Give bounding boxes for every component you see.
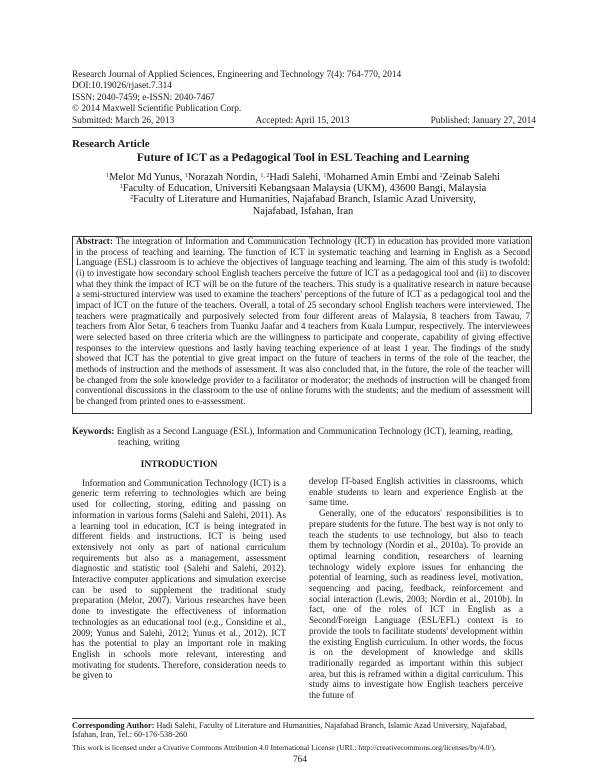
- author-block: [72, 172, 534, 217]
- corresponding-label: Corresponding Author:: [72, 721, 155, 730]
- footer-divider: [72, 718, 534, 719]
- section-heading-introduction: INTRODUCTION: [140, 459, 218, 470]
- license-notice: This work is licensed under a Creative Commons Attribution 4.0 International License (URL: http://creativecommons.org/licenses/by/4.0/).: [72, 743, 496, 752]
- header-divider: [72, 127, 534, 128]
- affiliation-1: $^1$Faculty of Education, Universiti Kebangsaan Malaysia (UKM), 43600 Bangi, Malaysia: [119, 183, 487, 195]
- author-name: Melor Md Yunus: [109, 172, 180, 183]
- affiliation-2-location: Najafabad, Isfahan, Iran: [252, 205, 354, 217]
- accepted-date: Accepted: April 15, 2013: [255, 116, 350, 126]
- abstract-text: The integration of Information and Communication Technology (ICT) in education has provided more variation in the process of teaching and learning. The function of ICT in systematic teaching and learning in English as a Second Language (ESL) classroom is to achieve the objectives of language teaching and learning. The aim of this study is twofold: (i) to investigate how secondary school English teachers perceive the future of ICT as a pedagogical tool and (ii) to discover what they think the impact of ICT will be on the future of the teachers. This study is a qualitative research in nature because a semi-structured interview was used to examine the teachers' perceptions of the future of ICT as a pedagogical tool and the impact of ICT on the future of the teachers. Overall, a total of 25 secondary school English teachers were interviewed. The teachers were pragmatically and purposively selected from four different areas of Malaysia, 8 teachers from Tawau, 7 teachers from Alor Setar, 6 teachers from Tuanku Jaafar and 4 teachers from Kuala Lumpur, respectively. The interviewees were selected based on three criteria which are the willingness to participate and cooperate, capability of giving effective responses to the interview questions and lastly having teaching experience of at least 1 year. The findings of the study showed that ICT has the potential to give great impact on the future of teachers in terms of the role of the teacher, the methods of instruction and the methods of assessment. It was also concluded that, in the future, the role of the teacher will be changed from the sole knowledge provider to a facilitator or moderator; the methods of instruction will be changed from conventional discussions in the classroom to the use of online forums with the students; and the medium of assessment will be changed from printed ones to e-assessment.: [76, 236, 531, 406]
- author-name: Norazah Nordin: [187, 172, 256, 183]
- author-affiliation-mark: 2: [439, 173, 443, 179]
- author-name: Zeinab Salehi: [442, 172, 500, 183]
- intro-paragraph-1: Information and Communication Technology (ICT) is a generic term referring to technologies which are being used for collecting, storing, editing and passing on information in various forms (Salehi and Salehi, 2011). As a learning tool in education, ICT is being integrated in different fields and instructions. ICT is being used extensively not only as part of national curriculum requirements but also as a management, assessment diagnostic and statistic tool (Salehi and Salehi, 2012). Interactive computer applications and simulation exercise can be used to supplement the traditional study preparation (Melor, 2007). Various researches have been done to investigate the effectiveness of information technologies as an educational tool (e.g., Considine et al., 2009; Yunus and Salehi, 2012; Yunus et al., 2012). ICT has the potential to play an important role in making English in schools more relevant, interesting and motivating for students. Therefore, consideration needs to be given to: [72, 477, 286, 681]
- article-type: Research Article: [72, 138, 150, 150]
- keywords-label: Keywords:: [72, 426, 115, 436]
- affiliation-2: $^2$Faculty of Literature and Humanities, Najafabad Branch, Islamic Azad University,: [130, 194, 476, 206]
- intro-paragraph-2: Generally, one of the educators' responsibilities is to prepare students for the future. The best way is not only to teach the students to use technology, but also to teach them by technology (Nordin et al., 2010a). To provide an optimal learning condition, researchers of learning technology widely explore issues for enhancing the potential of learning, such as readiness level, motivation, sequencing and pacing, feedback, reinforcement and social interaction (Lewis, 2003; Nordin et al., 2010b). In fact, one of the roles of ICT in English as a Second/Foreign Language (ESL/EFL) context is to provide the tools to facilitate students' development within the existing English curriculum. In other words, the focus is on the development of knowledge and skills traditionally regarded as important within this subject area, but this is reframed within a digital curriculum. This study aims to investigate how English teachers perceive the future of: [309, 508, 523, 701]
- submitted-date: Submitted: March 26, 2013: [72, 116, 175, 126]
- right-column: [309, 476, 523, 701]
- intro-paragraph-continued: develop IT-based English activities in classrooms, which enable students to learn and experience English at the same time.: [309, 476, 523, 508]
- page-number: 764: [293, 755, 307, 765]
- corresponding-author: [72, 721, 534, 740]
- keywords: [72, 426, 534, 448]
- author-name: Mohamed Amin Embi: [326, 172, 420, 183]
- journal-info: [72, 70, 542, 116]
- author-affiliation-mark: 1: [184, 173, 188, 179]
- author-list: $^1$Melor Md Yunus, $^1$Norazah Nordin, $^{1, 2}$Hadi Salehi, $^1$Mohamed Amin Embi and $^2$Zeinab Salehi: [106, 172, 500, 183]
- abstract-label: Abstract:: [76, 236, 113, 246]
- author-name: Hadi Salehi: [269, 172, 319, 183]
- copyright: © 2014 Maxwell Scientific Publication Corp.: [72, 104, 242, 115]
- journal-line: Research Journal of Applied Sciences, Engineering and Technology 7(4): 764-770, 2014: [72, 70, 402, 80]
- author-affiliation-mark: 1: [323, 173, 327, 179]
- corresponding-text: Hadi Salehi, Faculty of Literature and Humanities, Najafabad Branch, Islamic Azad University, Najafabad, Isfahan, Iran, Tel.: 60-176-538-260: [72, 721, 507, 740]
- keywords-text: English as a Second Language (ESL), Information and Communication Technology (ICT), learning, reading, teaching, writing: [116, 426, 513, 447]
- author-affiliation-mark: 1: [106, 173, 110, 179]
- abstract: [76, 236, 530, 407]
- published-date: Published: January 27, 2014: [430, 116, 536, 126]
- issn: ISSN: 2040-7459; e-ISSN: 2040-7467: [72, 92, 215, 103]
- doi: DOI:10.19026/rjaset.7.314: [72, 81, 172, 92]
- author-affiliation-mark: 1, 2: [260, 173, 270, 179]
- publication-dates: [72, 116, 536, 126]
- paper-title: Future of ICT as a Pedagogical Tool in ESL Teaching and Learning: [136, 151, 470, 164]
- left-column: [72, 460, 286, 681]
